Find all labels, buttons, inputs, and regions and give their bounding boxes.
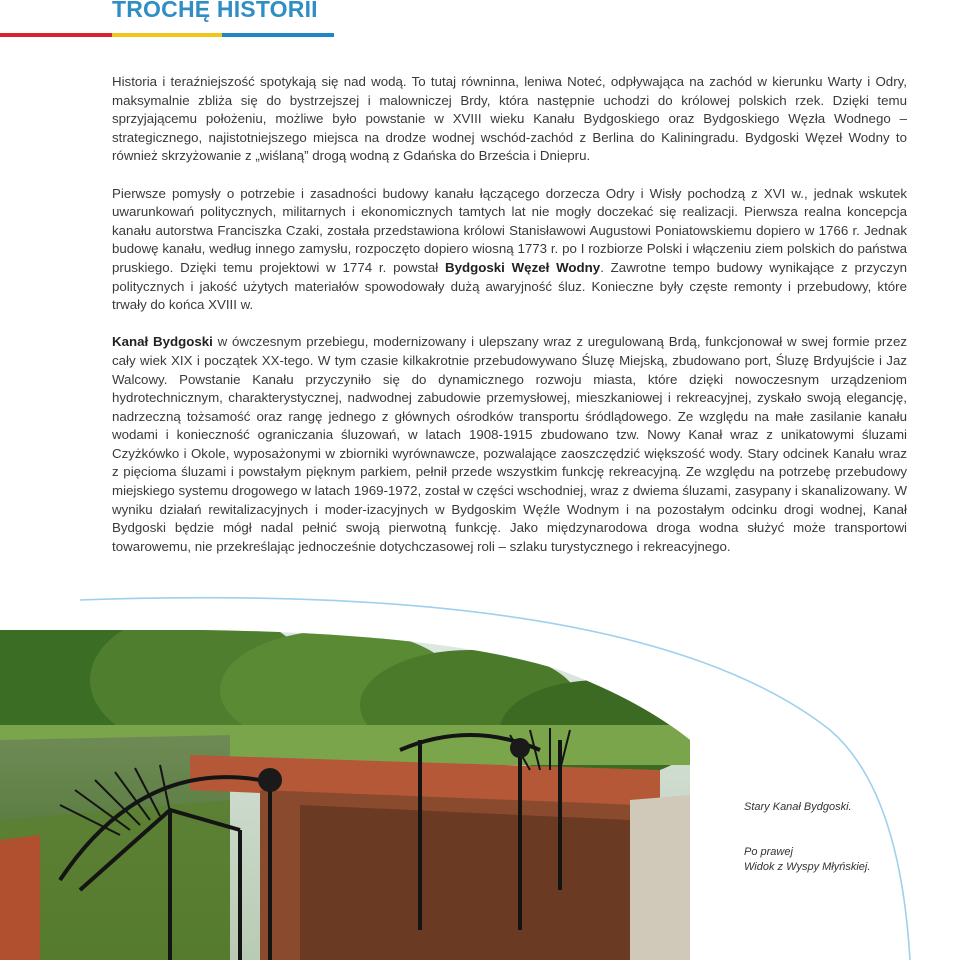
paragraph-1: Historia i teraźniejszość spotykają się nad wodą. To tutaj równinna, leniwa Noteć, odpływająca na zachód w kierunku Warty i Odry, maksymalnie zbliża się do bystrzejszej i malowniczej Brdy, która następnie uchodzi do królowej polskich rzek. Dzięki temu sprzyjającemu położeniu, możliwe było powstanie w XVIII wieku Kanału Bydgoskiego oraz Bydgoskiego Węzła Wodnego – strategicznego, najistotniejszego miejsca na drodze wodnej wschód-zachód z Berlina do Kaliningradu. Bydgoski Węzeł Wodny to również skrzyżowanie z „wiślaną” drogą wodną z Gdańska do Brześcia i Dniepru. xyxy=(112,74,907,164)
article-body xyxy=(112,73,907,575)
paragraph-3-bold: Kanał Bydgoski xyxy=(112,334,213,350)
title-rule-yellow xyxy=(112,33,222,37)
page-title: TROCHĘ HISTORII xyxy=(112,0,318,22)
paragraph-2 xyxy=(112,185,907,315)
paragraph-2-text-end: . Zawrotne tempo budowy wynikające z przyczyn politycznych i jakość użytych materiałów spowodowały dużą awaryjność śluz. Konieczne były częste remonty i przebudowy, które trwały do końca XVIII w. xyxy=(112,259,907,313)
paragraph-3-text: w ówczesnym przebiegu, modernizowany i ulepszany wraz z uregulowaną Brdą, funkcjonował w swej formie przez cały wiek XIX i początek XX-tego. W tym czasie kilkakrotnie przebudowywano Śluzę Miejską, zbudowano port, Śluzę Brdyujście i Jaz Walcowy. Powstanie Kanału przyczyniło się do dynamicznego rozwoju miasta, które dzięki nowoczesnym urządzeniom hydrotechnicznym, charakterystycznej, nadwodnej zabudowie przemysłowej, mieszkaniowej i rekreacyjnej, zyskało swoją elegancję, nadrzeczną tożsamość oraz rangę jednego z głównych ośrodków transportu śródlądowego. Ze względu na małe zasilanie kanału wodami i konieczność ograniczania śluzowań, w latach 1908-1915 zbudowano tzw. Nowy Kanał wraz z unikatowymi śluzami Czyżkówko i Okole, wyposażonymi w zbiorniki wyrównawcze, pozwalające zaoszczędzić większość wody. Stary odcinek Kanału wraz z pięcioma śluzami i powstałym pięknym parkiem, pełnił przede wszystkim funkcję rekreacyjną. Ze względu na potrzebę przebudowy miejskiego systemu drogowego w latach 1969-1972, został w części wschodniej, wraz z dwiema śluzami, zasypany i skanalizowany. W wyniku działań rewitalizacyjnych i moder-izacyjnych w Bydgoskim Węźle Wodnym i na pozostałym odcinku drogi wodnej, Kanał Bydgoski będzie mógł nadal pełnić swoją pierwotną funkcję. Jako międzynarodowa droga wodna służyć może transportowi towarowemu, nie przekreślając jednocześnie dotychczasowej roli – szlaku turystycznego i rekreacyjnego. xyxy=(112,334,907,554)
decorative-curve xyxy=(0,560,960,960)
caption-mill-island xyxy=(744,845,870,875)
paragraph-3 xyxy=(112,333,907,556)
title-rule-blue xyxy=(222,33,334,37)
caption-line: Po prawej xyxy=(744,846,793,858)
paragraph-2-bold: Bydgoski Węzeł Wodny xyxy=(444,259,601,275)
title-rule-red xyxy=(0,33,112,37)
caption-line: Widok z Wyspy Młyńskiej. xyxy=(744,861,871,873)
paragraph-2-text: Pierwsze pomysły o potrzebie i zasadności budowy kanału łączącego dorzecza Odry i Wisły pochodzą z XVI w., jednak wskutek uwarunkowań politycznych, militarnych i ekonomicznych tamtych lat nie mogły doczekać się realizacji. Pierwsza realna koncepcja kanału autorstwa Franciszka Czaki, została przedstawiona królowi Stanisławowi Augustowi Poniatowskiemu dopiero w 1766 r. Jednak budowę kanału, według innego zamysłu, rozpoczęto dopiero wiosną 1773 r. po I rozbiorze Polski i włączeniu ziem polskich do państwa pruskiego. Dzięki temu projektowi w 1774 r. powstał xyxy=(112,185,907,275)
caption-old-canal: Stary Kanał Bydgoski. xyxy=(744,801,852,813)
